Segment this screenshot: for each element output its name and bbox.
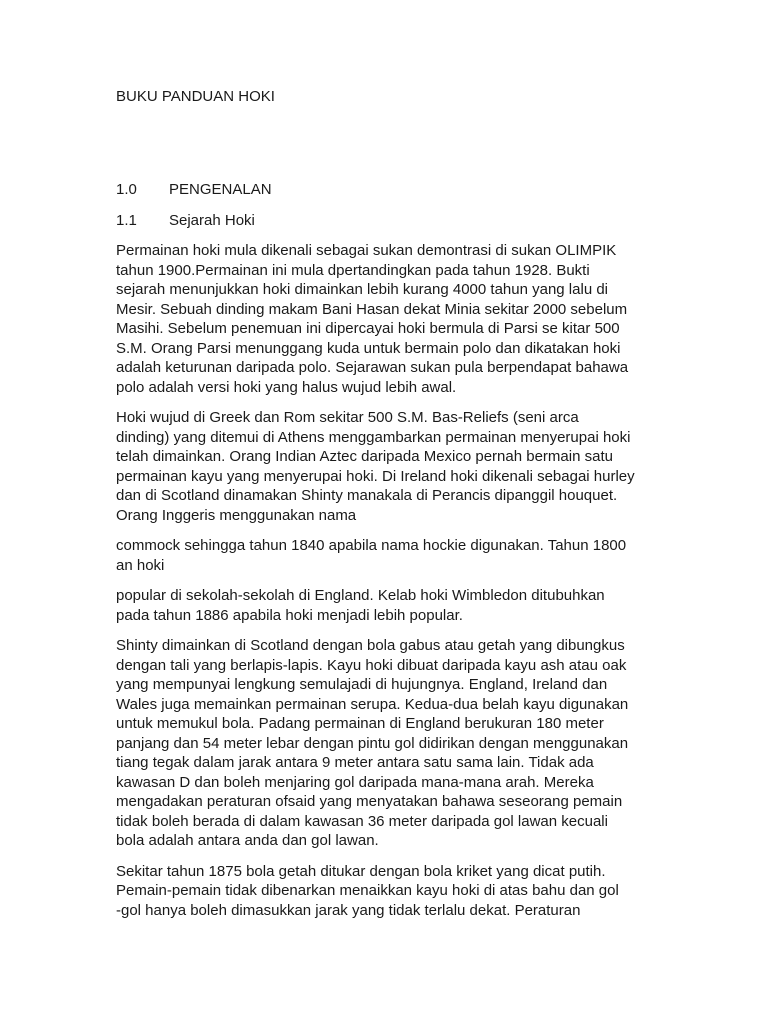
paragraph: commock sehingga tahun 1840 apabila nama hockie digunakan. Tahun 1800 an hoki <box>116 537 627 574</box>
subsection-number: 1.1 <box>116 212 137 229</box>
paragraph: Hoki wujud di Greek dan Rom sekitar 500 S.M. Bas-Reliefs (seni arca dinding) yang ditemui di Athens menggambarkan permainan menyerupai hoki telah dimainkan. Orang Indian Aztec daripada Mexico pernah bermain satu permainan kayu yang menyerupai hoki. Di Ireland hoki dikenali sebagai hurley dan di Scotland dinamakan Shinty manakala di Perancis dipanggil houquet. Orang Inggeris menggunakan nama <box>116 409 635 524</box>
paragraph: popular di sekolah-sekolah di England. Kelab hoki Wimbledon ditubuhkan pada tahun 1886 apabila hoki menjadi lebih popular. <box>116 587 605 624</box>
section-number: 1.0 <box>116 181 137 198</box>
subsection-heading <box>116 211 255 231</box>
paragraph: Permainan hoki mula dikenali sebagai sukan demontrasi di sukan OLIMPIK tahun 1900.Permainan ini mula dpertandingkan pada tahun 1928. Bukti sejarah menunjukkan hoki dimainkan lebih kurang 4000 tahun yang lalu di Mesir. Sebuah dinding makam Bani Hasan dekat Minia sekitar 2000 sebelum Masihi. Sebelum penemuan ini dipercayai hoki bermula di Parsi se kitar 500 S.M. Orang Parsi menunggang kuda untuk bermain polo dan dikatakan hoki adalah keturunan daripada polo. Sejarawan sukan pula berpendapat bahawa polo adalah versi hoki yang halus wujud lebih awal. <box>116 242 629 396</box>
document-title: BUKU PANDUAN HOKI <box>116 88 275 105</box>
section-title: PENGENALAN <box>169 181 272 198</box>
document-body <box>116 241 656 931</box>
paragraph: Sekitar tahun 1875 bola getah ditukar dengan bola kriket yang dicat putih. Pemain-pemain tidak dibenarkan menaikkan kayu hoki di atas bahu dan gol -gol hanya boleh dimasukkan jarak yang tidak terlalu dekat. Peraturan <box>116 862 619 919</box>
section-heading <box>116 180 272 200</box>
subsection-title: Sejarah Hoki <box>169 212 255 229</box>
paragraph: Shinty dimainkan di Scotland dengan bola gabus atau getah yang dibungkus dengan tali yang berlapis-lapis. Kayu hoki dibuat daripada kayu ash atau oak yang mempunyai lengkung semulajadi di hujungnya. England, Ireland dan Wales juga memainkan permainan serupa. Kedua-dua belah kayu digunakan untuk memukul bola. Padang permainan di England berukuran 180 meter panjang dan 54 meter lebar dengan pintu gol didirikan dengan menggunakan tiang tegak dalam jarak antara 9 meter antara satu sama lain. Tidak ada kawasan D dan boleh menjaring gol daripada mana-mana arah. Mereka mengadakan peraturan ofsaid yang menyatakan bahawa seseorang pemain tidak boleh berada di dalam kawasan 36 meter daripada gol lawan kecuali bola adalah antara anda dan gol lawan. <box>116 637 629 849</box>
